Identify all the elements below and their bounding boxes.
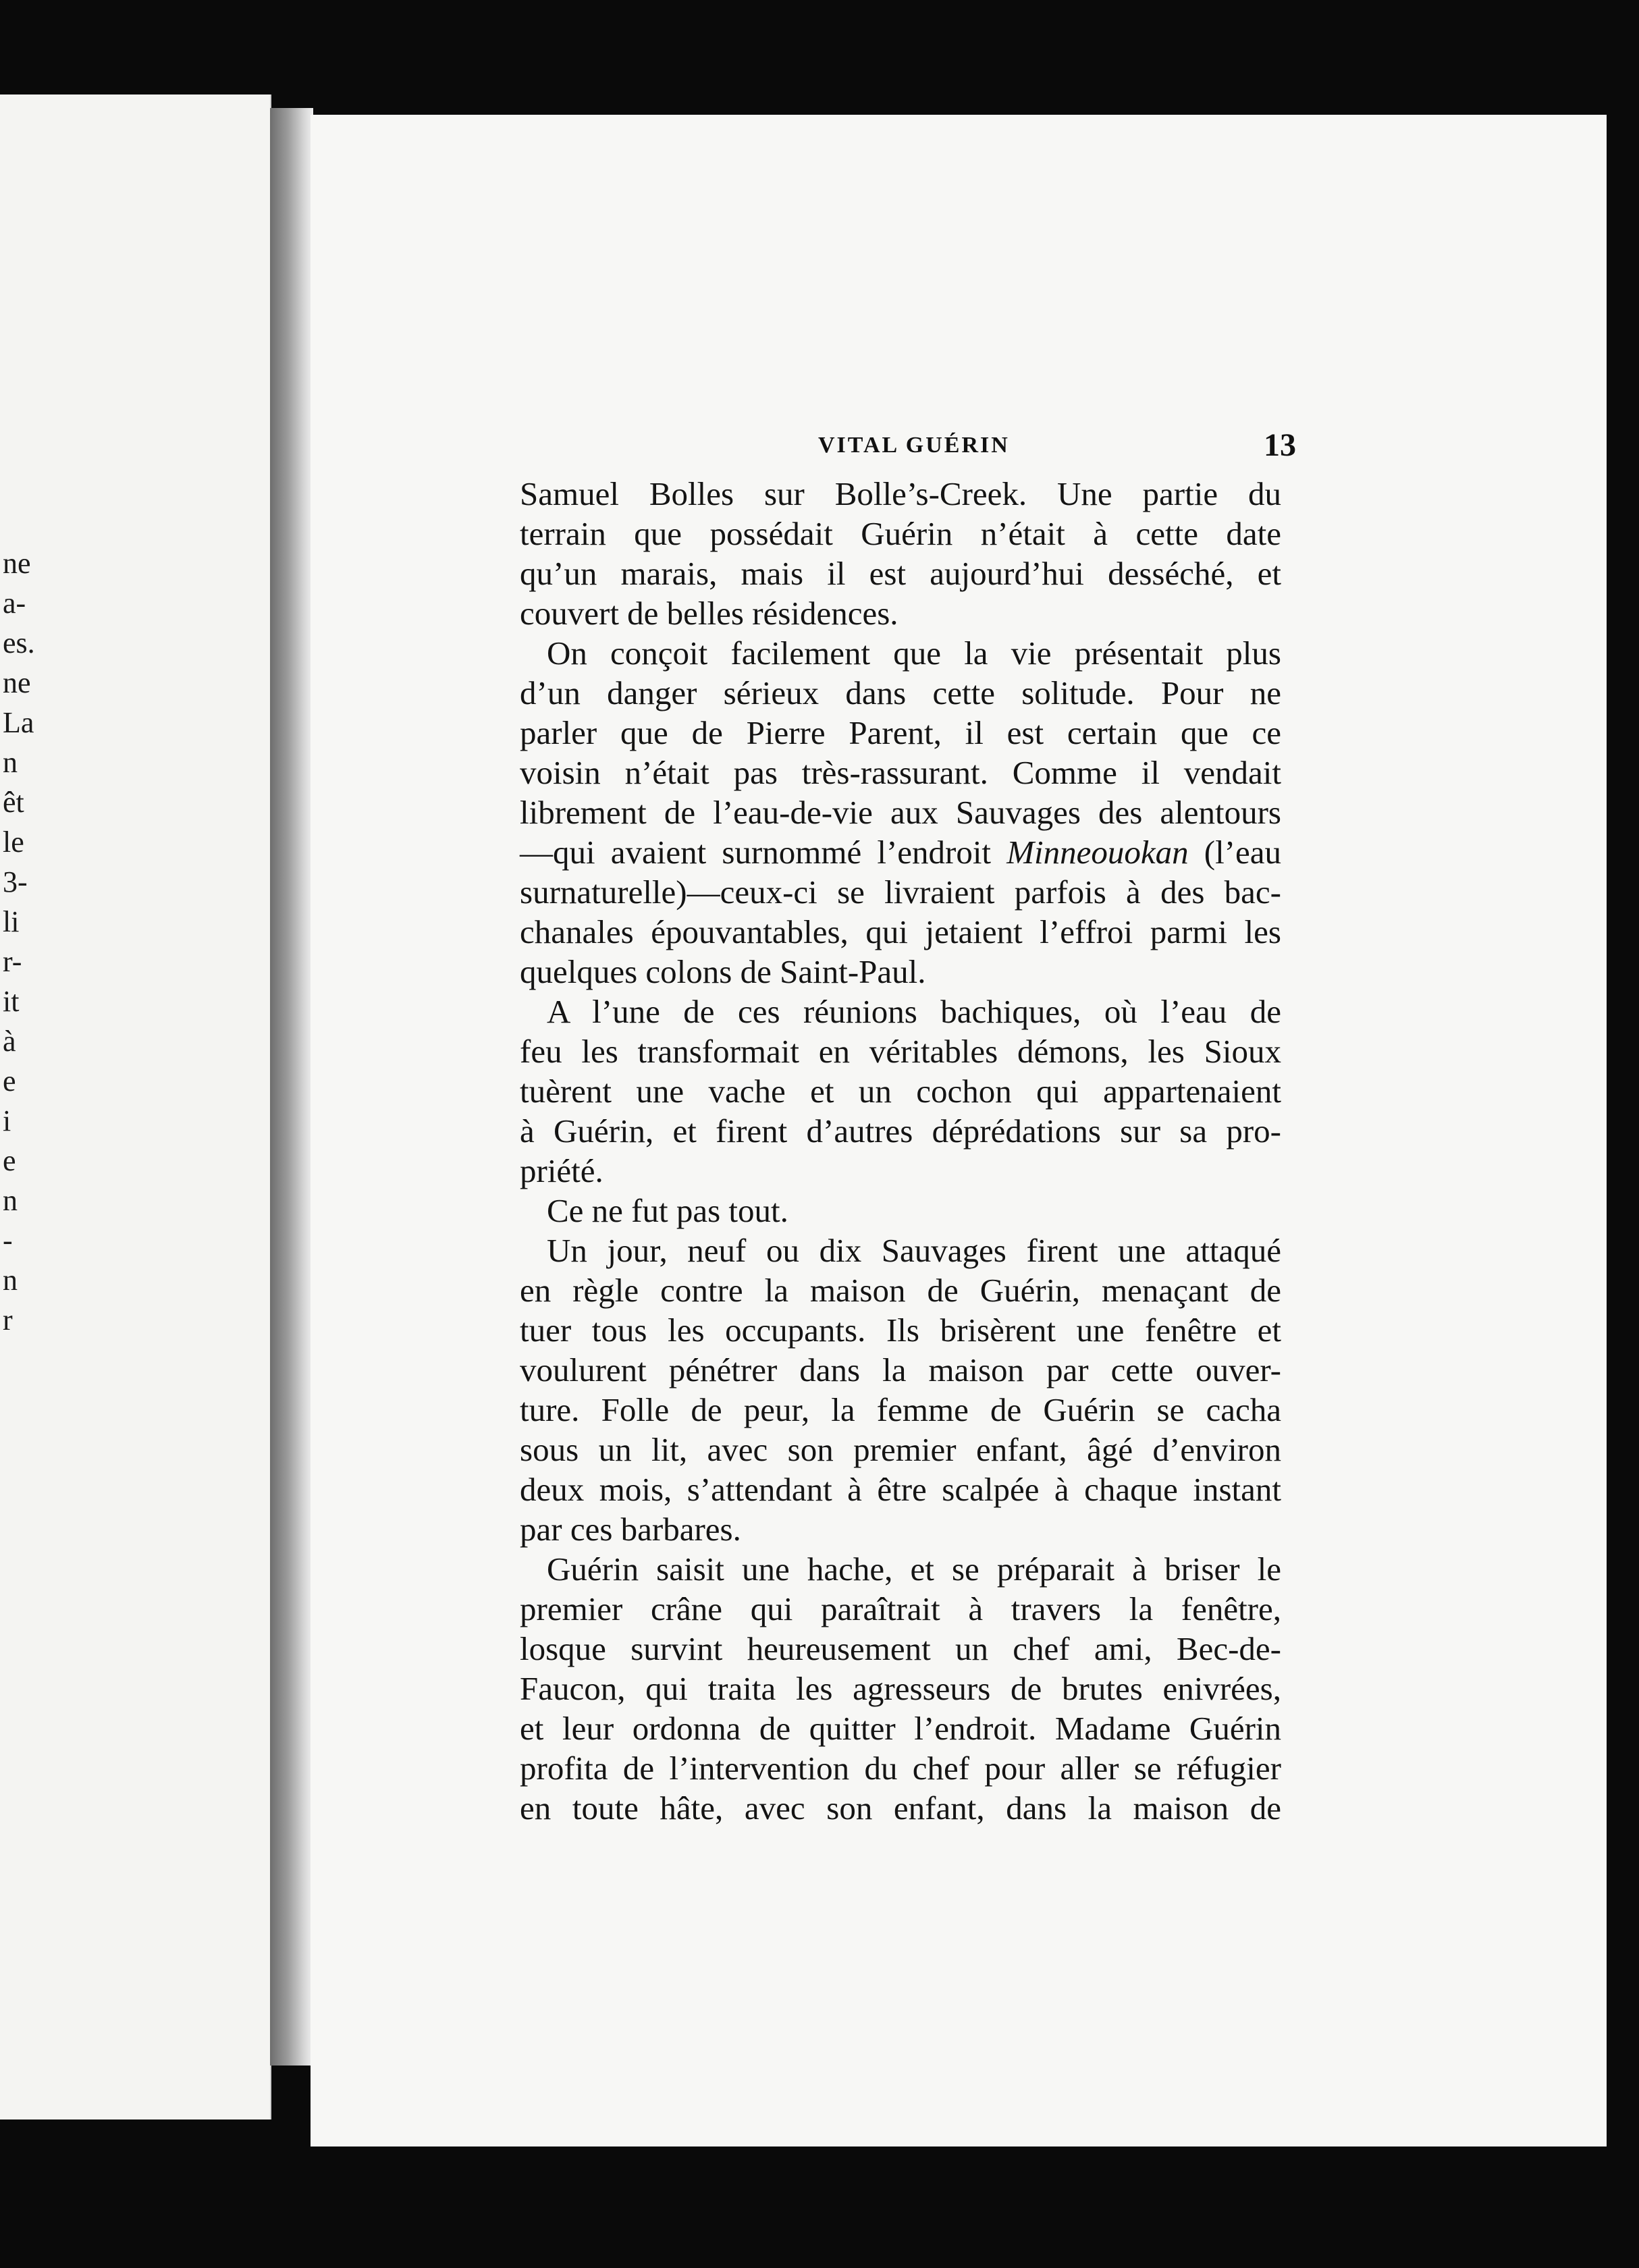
text-line: deux mois, s’attendant à être scalpée à chaque instant: [520, 1471, 1281, 1508]
previous-page-text-fragments: [3, 543, 57, 1340]
text-line: chanales épouvantables, qui jetaient l’effroi parmi les: [520, 913, 1281, 950]
body-text: [520, 474, 1281, 1828]
previous-page-fragment: n: [3, 746, 18, 779]
previous-page-fragment: ne: [3, 547, 31, 580]
previous-page-fragment: a-: [3, 587, 26, 620]
text-line: Faucon, qui traita les agresseurs de brutes enivrées,: [520, 1670, 1281, 1707]
previous-page-fragment: r-: [3, 945, 22, 978]
text-line: voisin n’était pas très-rassurant. Comme il vendait: [520, 754, 1281, 791]
previous-page-fragment: à: [3, 1025, 16, 1058]
previous-page-fragment: e: [3, 1144, 16, 1177]
text-line: surnaturelle)—ceux-ci se livraient parfois à des bac-: [520, 873, 1281, 911]
text-line: On conçoit facilement que la vie présentait plus: [547, 634, 1281, 672]
text-line: A l’une de ces réunions bachiques, où l’eau de: [547, 993, 1281, 1030]
text-line: en toute hâte, avec son enfant, dans la maison de: [520, 1789, 1281, 1827]
page-header: [311, 418, 1607, 473]
text-line: ture. Folle de peur, la femme de Guérin se cacha: [520, 1391, 1281, 1428]
running-title: VITAL GUÉRIN: [818, 433, 1010, 458]
text-line: parler que de Pierre Parent, il est certain que ce: [520, 714, 1281, 751]
previous-page-fragment: li: [3, 905, 20, 938]
previous-page-fragment: n: [3, 1264, 18, 1297]
text-line: Ce ne fut pas tout.: [547, 1192, 788, 1229]
text-line: quelques colons de Saint-Paul.: [520, 953, 926, 990]
text-line: premier crâne qui paraîtrait à travers la fenêtre,: [520, 1590, 1281, 1627]
text-line: et leur ordonna de quitter l’endroit. Madame Guérin: [520, 1710, 1281, 1747]
text-line: librement de l’eau-de-vie aux Sauvages des alentours: [520, 794, 1281, 831]
text-line: tuèrent une vache et un cochon qui appartenaient: [520, 1073, 1281, 1110]
text-line: profita de l’intervention du chef pour aller se réfugier: [520, 1750, 1281, 1787]
previous-page-fragment: êt: [3, 786, 24, 819]
text-line: tuer tous les occupants. Ils brisèrent une fenêtre et: [520, 1312, 1281, 1349]
text-line: d’un danger sérieux dans cette solitude. Pour ne: [520, 674, 1281, 711]
previous-page-fragment: 3-: [3, 865, 28, 898]
text-line: terrain que possédait Guérin n’était à cette date: [520, 515, 1281, 552]
text-line: en règle contre la maison de Guérin, menaçant de: [520, 1272, 1281, 1309]
text-segment: —qui avaient surnommé l’endroit: [520, 834, 992, 871]
text-line: Samuel Bolles sur Bolle’s-Creek. Une partie du: [520, 475, 1281, 512]
book-gutter-shadow: [270, 108, 313, 2066]
previous-page-fragment: La: [3, 706, 34, 739]
text-line: Un jour, neuf ou dix Sauvages firent une attaqué: [547, 1232, 1281, 1269]
previous-page-fragment: n: [3, 1184, 18, 1217]
previous-page-fragment: le: [3, 826, 24, 859]
previous-page: [0, 94, 271, 2120]
text-line: [520, 832, 1281, 872]
text-line: à Guérin, et firent d’autres déprédations sur sa pro-: [520, 1112, 1281, 1150]
previous-page-fragment: -: [3, 1224, 13, 1257]
italic-term: Minneouokan: [1006, 834, 1189, 871]
text-line: par ces barbares.: [520, 1511, 741, 1548]
previous-page-fragment: i: [3, 1104, 11, 1137]
previous-page-fragment: it: [3, 985, 20, 1018]
previous-page-fragment: e: [3, 1064, 16, 1098]
previous-page-fragment: r: [3, 1303, 13, 1336]
text-line: voulurent pénétrer dans la maison par cette ouver-: [520, 1351, 1281, 1388]
text-line: sous un lit, avec son premier enfant, âgé d’environ: [520, 1431, 1281, 1468]
page-number: 13: [1264, 427, 1296, 463]
text-line: feu les transformait en véritables démons, les Sioux: [520, 1033, 1281, 1070]
text-line: Guérin saisit une hache, et se préparait à briser le: [547, 1550, 1281, 1588]
previous-page-fragment: es.: [3, 626, 35, 659]
text-segment: (l’eau: [1204, 834, 1281, 871]
text-line: qu’un marais, mais il est aujourd’hui desséché, et: [520, 555, 1281, 592]
book-page: [311, 115, 1607, 2146]
previous-page-fragment: ne: [3, 666, 31, 699]
text-line: couvert de belles résidences.: [520, 595, 898, 632]
text-line: losque survint heureusement un chef ami, Bec-de-: [520, 1630, 1281, 1667]
text-line: priété.: [520, 1152, 603, 1189]
